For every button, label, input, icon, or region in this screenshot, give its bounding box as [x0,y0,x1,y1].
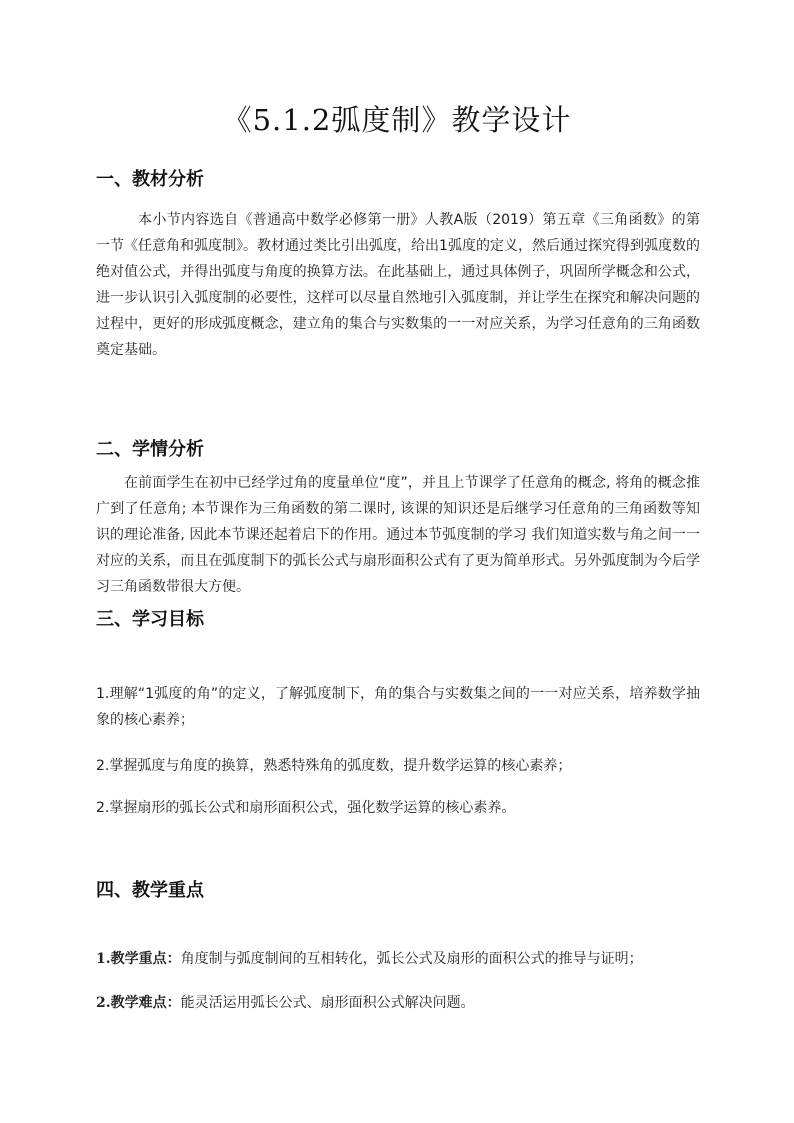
section-heading-learning-goals: 三、学习目标 [96,609,204,630]
goal-item-2: 2.掌握弧度与角度的换算，熟悉特殊角的弧度数，提升数学运算的核心素养； [96,758,572,774]
focus-point-1-label: 1.教学重点： [96,951,181,967]
section-heading-textbook-analysis: 一、教材分析 [96,169,204,190]
goal-item-3: 2.掌握扇形的弧长公式和扇形面积公式，强化数学运算的核心素养。 [96,800,516,816]
focus-point-2 [96,990,700,1016]
document-title: 《5.1.2弧度制》教学设计 [222,103,572,137]
focus-point-1-text: 角度制与弧度制间的互相转化，弧长公式及扇形的面积公式的推导与证明； [180,951,643,967]
section-paragraph-student-analysis: 在前面学生在初中已经学过角的度量单位“度”，并且上节课学了任意角的概念, 将角的概念推广到了任意角; 本节课作为三角函数的第二课时, 该课的知识还是后继学习任意角的三角函数等知识的理论准备, 因此本节课还起着启下的作用。通过本节弧度制的学习 我们知道实数与角之间一一对应的关系，而且在弧度制下的弧长公式与扇形面积公式有了更为简单形式。另外弧度制为今后学习三角函数带很大方便。 [96,475,700,595]
section-heading-teaching-focus: 四、教学重点 [96,880,204,901]
focus-point-2-label: 2.教学难点： [96,995,181,1011]
goal-item-1: 1.理解“1弧度的角”的定义，了解弧度制下，角的集合与实数集之间的一一对应关系，培养数学抽象的核心素养； [96,686,700,728]
section-heading-student-analysis: 二、学情分析 [96,439,204,460]
section-paragraph-textbook-analysis: 本小节内容选自《普通高中数学必修第一册》人教A版（2019）第五章《三角函数》的第一节《任意角和弧度制》。教材通过类比引出弧度，给出1弧度的定义，然后通过探究得到弧度数的绝对值公式，并得出弧度与角度的换算方法。在此基础上，通过具体例子，巩固所学概念和公式，进一步认识引入弧度制的必要性，这样可以尽量自然地引入弧度制，并让学生在探究和解决问题的过程中，更好的形成弧度概念，建立角的集合与实数集的一一对应关系，为学习任意角的三角函数奠定基础。 [96,212,700,358]
focus-point-2-text: 能灵活运用弧长公式、扇形面积公式解决问题。 [180,995,475,1011]
focus-point-1 [96,946,700,972]
